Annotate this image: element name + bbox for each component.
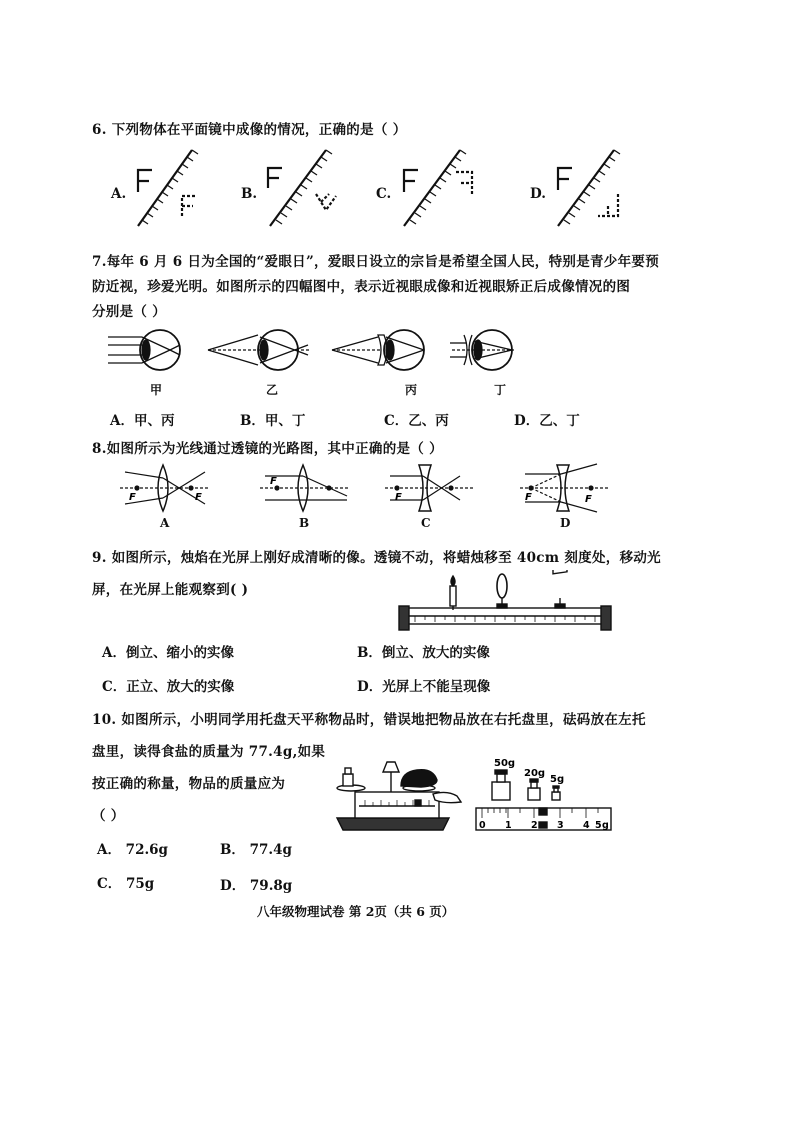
q9-optical-bench	[395, 570, 615, 635]
q9-stem-line2: 屏，在光屏上能观察到( )	[92, 582, 249, 598]
q8-a-focus-label: F	[129, 492, 136, 503]
q10-option-d: D． 79.8g	[220, 878, 293, 894]
focus-point	[589, 486, 593, 490]
q10-stem-line1: 10. 如图所示，小明同学用托盘天平称物品时，错误地把物品放在右托盘里，砝码放在左托	[92, 712, 646, 728]
focus-point	[395, 486, 399, 490]
pointer-head	[383, 762, 399, 772]
weight-knob	[345, 768, 351, 774]
q7-option-d: D．乙、丁	[514, 413, 580, 429]
q7-label-bing: 丙	[405, 383, 418, 397]
weight-50g	[492, 770, 510, 800]
label-50g: 50g	[494, 758, 516, 769]
image-dashed	[316, 194, 336, 210]
focus-point	[135, 486, 139, 490]
plane-mirror	[270, 150, 326, 226]
ruler-label-4: 4	[583, 820, 590, 831]
q8-d-focus-label: F	[525, 492, 532, 503]
weight-20g	[528, 779, 540, 800]
mirror-hatching	[276, 150, 332, 224]
label-20g: 20g	[524, 768, 546, 779]
q7-stem-line3: 分别是（ ）	[92, 304, 166, 320]
plane-mirror	[558, 150, 614, 226]
q6-option-a-label: A.	[111, 186, 127, 202]
eye-lens	[386, 340, 394, 360]
q10-stem-line2: 盘里，读得食盐的质量为 77.4g,如果	[92, 744, 326, 760]
q7-label-ding: 丁	[494, 383, 507, 397]
q7-stem-line1: 7.每年 6 月 6 日为全国的“爱眼日”，爱眼日设立的宗旨是希望全国人民，特别是青少年要预	[92, 254, 660, 270]
mirror-hatching	[410, 150, 466, 224]
q6-option-c-label: C.	[376, 186, 392, 202]
q7-option-b: B．甲、丁	[240, 413, 306, 429]
light-screen	[553, 570, 567, 608]
q7-option-c: C．乙、丙	[384, 413, 449, 429]
weight-big	[343, 774, 353, 786]
q9-option-d: D．光屏上不能呈现像	[357, 679, 491, 695]
q8-b-focus-label: F	[270, 476, 277, 487]
q7-figure-bing	[332, 330, 424, 370]
page-footer: 八年级物理试卷 第 2页（共 6 页）	[257, 904, 455, 919]
q10-option-b: B． 77.4g	[220, 842, 292, 858]
q8-figure-a	[120, 465, 210, 511]
label-5g: 5g	[550, 774, 565, 785]
image-dashed	[182, 196, 196, 216]
ruler-label-0: 0	[479, 820, 486, 831]
q10-balance-figure	[325, 752, 465, 842]
focus-point	[189, 486, 193, 490]
q7-figure-jia	[108, 330, 180, 370]
rider	[415, 800, 421, 806]
q8-figure-c	[385, 465, 475, 511]
q8-lens-figures	[115, 460, 615, 515]
q10-stem-line3: 按正确的称量，物品的质量应为	[92, 776, 286, 792]
object-letter-f	[404, 170, 418, 192]
plane-mirror	[404, 150, 460, 226]
candle	[450, 576, 456, 610]
q7-label-yi: 乙	[266, 383, 279, 397]
ruler-label-5: 5	[595, 820, 602, 831]
q7-stem-line2: 防近视，珍爱光明。如图所示的四幅图中，表示近视眼成像和近视眼矫正后成像情况的图	[92, 279, 631, 295]
q8-label-a: A	[160, 516, 170, 530]
eye-lens	[142, 340, 150, 360]
ruler-label-3: 3	[557, 820, 564, 831]
convex-lens-holder	[497, 574, 507, 608]
q10-option-c: C． 75g	[97, 876, 155, 892]
focus-point	[529, 486, 533, 490]
q7-option-a: A．甲、丙	[110, 413, 175, 429]
mirror-hatching	[564, 150, 620, 224]
mirror-hatching	[142, 150, 198, 224]
q8-label-b: B	[299, 516, 310, 530]
q7-figure-ding	[450, 330, 514, 370]
hand	[433, 792, 461, 802]
q8-label-c: C	[421, 516, 431, 530]
q8-stem: 8.如图所示为光线通过透镜的光路图，其中正确的是（ ）	[92, 441, 443, 457]
q6-figure-b	[268, 150, 336, 226]
q6-option-b-label: B.	[241, 186, 258, 202]
q6-figure-d	[558, 150, 620, 226]
ruler-label-1: 1	[505, 820, 512, 831]
bench-left-end	[399, 606, 409, 630]
weight-5g	[552, 786, 560, 800]
eye-lens	[260, 340, 268, 360]
q10-option-a: A． 72.6g	[97, 842, 168, 858]
q9-option-a: A．倒立、缩小的实像	[102, 645, 234, 661]
q7-label-jia: 甲	[150, 383, 163, 397]
q10-stem-line4: （ ）	[92, 808, 125, 824]
q8-d-focus-label-2: F	[585, 494, 592, 505]
q7-eye-figures	[100, 325, 540, 375]
q6-option-d-label: D.	[530, 186, 546, 202]
q7-figure-yi	[208, 330, 310, 370]
q8-label-d: D	[560, 516, 571, 530]
q6-figure-c	[404, 150, 472, 226]
plane-mirror	[138, 150, 192, 226]
q6-figure-a	[138, 150, 198, 226]
q10-weights-and-ruler	[470, 752, 615, 842]
ruler-label-2: 2	[531, 820, 538, 831]
q9-stem-line1: 9. 如图所示，烛焰在光屏上刚好成清晰的像。透镜不动，将蜡烛移至 40cm 刻度处，移动光	[92, 550, 661, 566]
ruler-rider	[539, 808, 547, 815]
ruler-rider-base	[539, 822, 547, 828]
balance-base	[337, 818, 449, 830]
q6-mirror-figures	[120, 140, 680, 240]
ruler-unit: g	[602, 820, 609, 831]
object-letter-f	[558, 168, 572, 190]
object-letter-f	[268, 168, 282, 188]
q9-option-c: C．正立、放大的实像	[102, 679, 235, 695]
q6-stem: 6. 下列物体在平面镜中成像的情况，正确的是（ ）	[92, 122, 407, 138]
image-dashed	[456, 172, 472, 194]
salt-object	[401, 770, 437, 787]
bench-right-end	[601, 606, 611, 630]
q8-c-focus-label: F	[395, 492, 402, 503]
q8-figure-b	[260, 465, 350, 511]
q8-figure-d	[520, 464, 610, 512]
q9-option-b: B．倒立、放大的实像	[357, 645, 490, 661]
image-dashed	[598, 194, 618, 216]
focus-point	[449, 486, 453, 490]
q8-a-focus-label-2: F	[195, 492, 202, 503]
focus-point	[327, 486, 331, 490]
object-letter-f	[138, 170, 152, 192]
